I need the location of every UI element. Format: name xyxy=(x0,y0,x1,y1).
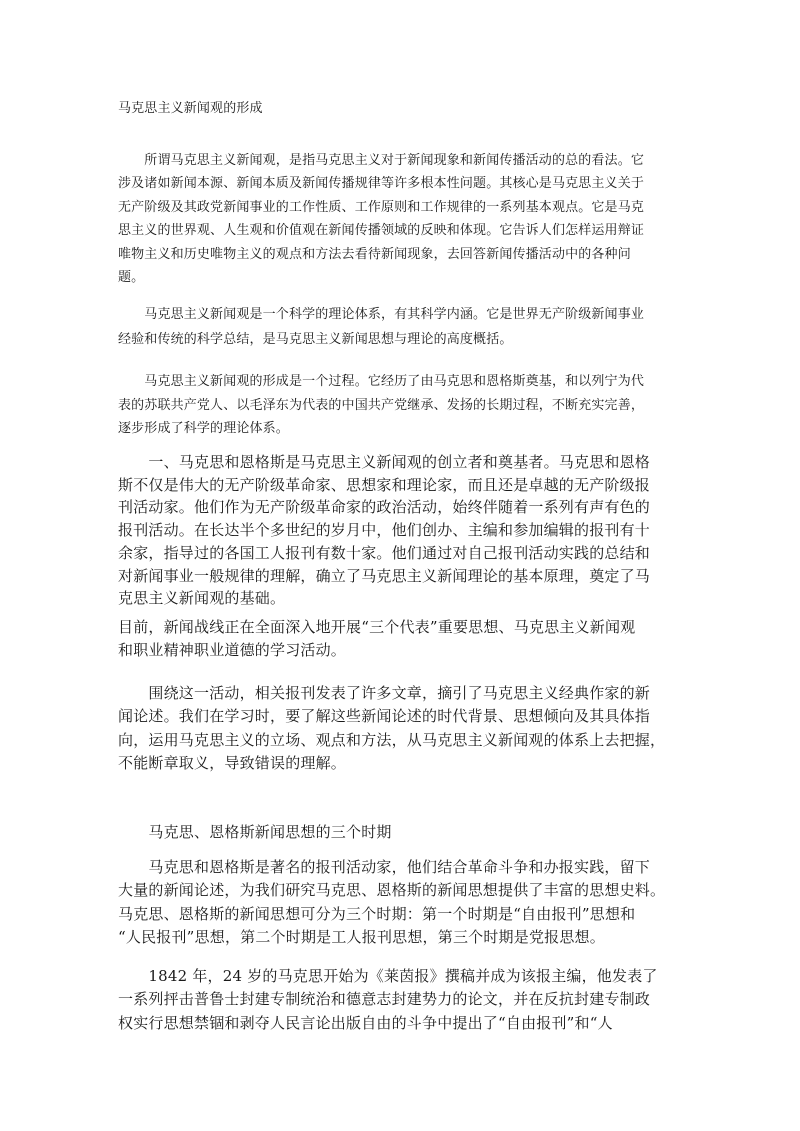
text-line: 无产阶级及其政党新闻事业的工作性质、工作原则和工作规律的一系列基本观点。它是马克 xyxy=(118,199,645,215)
text-line: 目前，新闻战线正在全面深入地开展“三个代表”重要思想、马克思主义新闻观 xyxy=(118,618,636,636)
text-line: 马克思和恩格斯是著名的报刊活动家，他们结合革命斗争和办报实践，留下 xyxy=(118,858,651,876)
text-line: 闻论述。我们在学习时，要了解这些新闻论述的时代背景、思想倾向及其具体指 xyxy=(118,707,651,726)
text-line: 对新闻事业一般规律的理解，确立了马克思主义新闻理论的基本原理，奠定了马 xyxy=(118,566,651,585)
text-line: 大量的新闻论述，为我们研究马克思、恩格斯的新闻思想提供了丰富的思想史料。 xyxy=(118,881,666,900)
text-line: 1842 年，24 岁的马克思开始为《莱茵报》撰稿并成为该报主编，他发表了 xyxy=(118,967,658,985)
heading-text: 马克思、恩格斯新闻思想的三个时期 xyxy=(118,823,392,841)
text-line: 唯物主义和历史唯物主义的观点和方法去看待新闻现象，去回答新闻传播活动中的各种问 xyxy=(118,246,631,262)
text-line: 经验和传统的科学总结，是马克思主义新闻思想与理论的高度概括。 xyxy=(118,332,513,347)
text-line: 报刊活动。在长达半个多世纪的岁月中，他们创办、主编和参加编辑的报刊有十 xyxy=(118,521,651,540)
text-line: 克思主义新闻观的基础。 xyxy=(118,589,286,608)
text-line: 刊活动家。他们作为无产阶级革命家的政治活动，始终伴随着一系列有声有色的 xyxy=(118,498,651,517)
text-line: “人民报刊”思想，第二个时期是工人报刊思想，第三个时期是党报思想。 xyxy=(118,927,605,946)
text-line: 围绕这一活动，相关报刊发表了许多文章，摘引了马克思主义经典作家的新 xyxy=(118,684,651,702)
text-line: 思主义的世界观、人生观和价值观在新闻传播领域的反映和体现。它告诉人们怎样运用辩证 xyxy=(118,223,645,239)
text-line: 题。 xyxy=(118,270,145,286)
text-line: 斯不仅是伟大的无产阶级革命家、思想家和理论家，而且还是卓越的无产阶级报 xyxy=(118,475,651,494)
text-line: 涉及诸如新闻本源、新闻本质及新闻传播规律等许多根本性问题。其核心是马克思主义关于 xyxy=(118,176,645,192)
text-line: 权实行思想禁锢和剥夺人民言论出版自由的斗争中提出了“自由报刊”和“人 xyxy=(118,1013,613,1032)
paragraph-definition xyxy=(118,149,688,289)
paragraph-founders xyxy=(118,451,688,610)
title-text: 马克思主义新闻观的形成 xyxy=(118,101,263,116)
text-line: 马克思主义新闻观是一个科学的理论体系，有其科学内涵。它是世界无产阶级新闻事业 xyxy=(118,307,645,322)
text-line: 马克思、恩格斯的新闻思想可分为三个时期：第一个时期是“自由报刊”思想和 xyxy=(118,904,636,923)
paragraph-formation-process xyxy=(118,370,688,441)
text-line: 逐步形成了科学的理论体系。 xyxy=(118,421,289,436)
paragraph-current-study xyxy=(118,616,688,662)
paragraph-scientific-system xyxy=(118,302,688,352)
text-line: 马克思主义新闻观的形成是一个过程。它经历了由马克思和恩格斯奠基，和以列宁为代 xyxy=(118,374,645,389)
paragraph-three-periods xyxy=(118,856,688,949)
paragraph-reading-advice xyxy=(118,682,688,775)
section-heading xyxy=(118,821,688,842)
text-line: 所谓马克思主义新闻观，是指马克思主义对于新闻现象和新闻传播活动的总的看法。它 xyxy=(118,153,645,168)
text-line: 一、马克思和恩格斯是马克思主义新闻观的创立者和奠基者。马克思和恩格 xyxy=(118,453,651,471)
text-line: 不能断章取义，导致错误的理解。 xyxy=(118,753,347,772)
text-line: 和职业精神职业道德的学习活动。 xyxy=(118,641,347,659)
text-line: 一系列抨击普鲁士封建专制统治和德意志封建势力的论文，并在反抗封建专制政 xyxy=(118,990,651,1009)
paragraph-1842 xyxy=(118,965,688,1035)
document-title xyxy=(118,97,688,116)
text-line: 表的苏联共产党人、以毛泽东为代表的中国共产党继承、发扬的长期过程，不断充实完善， xyxy=(118,397,645,413)
text-line: 向，运用马克思主义的立场、观点和方法，从马克思主义新闻观的体系上去把握， xyxy=(118,730,666,749)
text-line: 余家，指导过的各国工人报刊有数十家。他们通过对自己报刊活动实践的总结和 xyxy=(118,543,651,562)
